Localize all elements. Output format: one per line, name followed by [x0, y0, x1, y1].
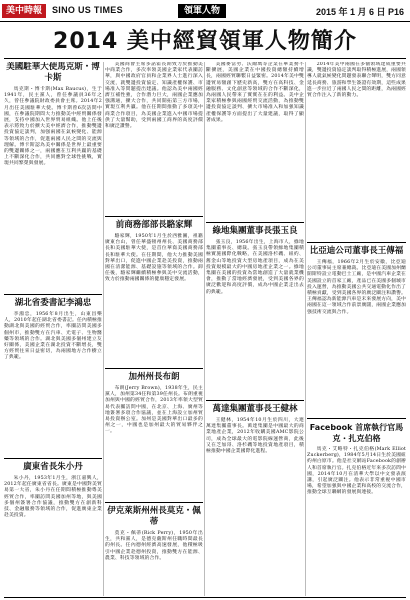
column-divider	[204, 62, 205, 596]
newspaper-name: SINO US TIMES	[52, 5, 123, 15]
article-body: 莫克・佩蒂(Rick Perry)，1950年出生，共和黨人，是德克薩斯州任職時間最長的州長。任內德州經濟高速發展，他積極吸引中國企業赴德州投資，推動雙方在能源、農業、科技等領域的合作。	[105, 531, 203, 561]
column-divider	[103, 62, 104, 596]
article-heading: 美國駐華大使馬克斯・博卡斯	[6, 62, 100, 83]
masthead	[0, 0, 410, 22]
article-zhu-xiaodan	[4, 458, 102, 596]
article-continued	[206, 62, 304, 218]
column-3	[206, 62, 304, 596]
article-heading: 加州州長布朗	[128, 372, 180, 382]
article-zuckerberg	[307, 418, 406, 596]
date-page: 2015 年 1 月 6 日 P16	[315, 7, 404, 17]
article-continued	[105, 62, 203, 212]
article-body: 王健林，1954年10月生於四川，大連萬達集團董事長。萬達集團是中國最大的商業地產企業，2012年收購美國AMC影院公司，成為全球最大的電影院線運營商，此後又在芝加哥、洛杉磯等地投資地產項目，積極推動中國企業國際化進程。	[206, 418, 304, 455]
headline-rule	[4, 58, 406, 59]
section-label: 領軍人物	[178, 4, 226, 18]
article-heading: 綠地集團董事長張玉良	[212, 226, 298, 236]
article-body: 美國商會主席多諾霍長期致力於推動美中商業合作，多次率領美國企業家代表團訪華，與中國政府官員和企業界人士進行深入交流，就雙邊投資協定、知識產權保護、市場准入等問題提出建議。他認為美中兩國經濟互補性強，合作潜力巨大，兩國企業應加强溝通，擴大合作，共同開拓第三方市場，實現互利共贏。他在任期間推動了多項美中商業合作項目，為美國企業進入中國市場提供了大量幫助，受到兩國工商界的高度評價和廣泛讚譽。	[105, 62, 203, 130]
article-heading: 比亞迪公司董事長王傳福	[309, 246, 404, 256]
article-heading: 伊克萊斯州州長莫克・佩蒂	[107, 506, 201, 527]
article-heading: 廣東省長朱小丹	[23, 462, 83, 472]
article-wang-chuanfu	[307, 242, 406, 414]
article-jerry-brown	[105, 368, 203, 498]
footer-rule	[4, 597, 406, 598]
article-body: 駱家輝，1950年1月生於西雅圖，祖籍廣東台山，曾任華盛頓州州長、美國商務部長和美國駐華大使，是首位華裔美國商務部長和駐華大使。在任期間，他大力推動美國對華出口，促進中國企業赴美投資，推動兩國在清潔能源、基礎設施等領域的合作。卸任後，駱家輝繼續積極參與美中交流活動，致力於推動兩國關係的健康穩定發展。	[105, 234, 203, 283]
article-body: 馬克・艾略特・扎克伯格(Mark Elliot Zuckerberg)，1984年5月14日生於美國紐約州白原市。他是社交網站Facebook的創辦人和首席執行官。扎克伯格近年來多次訪問中國，2014年10月在清華大學以中文發表演講，引起廣泛關注。他表示非常重視中國市場，希望加强與中國企業和高校的交流合作，推動全球互聯網的發展與連接。	[307, 447, 406, 496]
article-continued	[307, 62, 406, 238]
article-heading: 前商務部部長駱家輝	[115, 220, 193, 230]
column-4	[307, 62, 406, 596]
article-li-hongzhong	[4, 294, 102, 454]
article-baucus	[4, 62, 102, 290]
article-body: 朱小丹，1953年1月生，浙江嘉興人，2012年起任廣東省省長。廣東是中國對美貿易第一大省，朱小丹在任期間積極推動粵美經貿合作，率團訪問美國加州等地，與美國多個州簽署合作協議，推動雙方在創新科技、金融服務等領域的合作，促進廣東企業赴美投資。	[4, 476, 102, 519]
article-heading: 萬達集團董事長王健林	[212, 404, 298, 414]
article-heading: Facebook 首席執行官馬克・扎克伯格	[309, 423, 404, 443]
article-body: 馬克斯・博卡斯(Max Baucus)，生于1941年，民主黨人，曾任參議員36年之久，曾任參議院財政委員會主席。2014年2月出任美國駐華大使。博卡斯曾6次訪問中國，在參議院期間大力推動美中經貿關係發展，支持中國加入世界貿易組織。他上任後表示將致力於擴大美中經濟合作，推動雙邊投資協定談判，加强兩國在氣候變化、能源等領域的合作，促進兩國人民之間的交流與理解。博卡斯認為美中關係是世界上最重要的雙邊關係之一，兩國應在互利共贏的基礎上不斷深化合作，共同應對全球性挑戰，實現共同繁榮與發展。	[4, 87, 102, 167]
article-body: 布朗(Jerry Brown)，1938年生，民主黨人，加州第34任和第39任州長。布朗重視加州與中國的經貿合作，2013年率領大型貿易代表團訪問中國，在北京、上海、廣州等地簽署多項合作協議，並在上海設立加州貿易投資辦公室。加州是美國對華出口最多的州之一，中國也是加州最大的貿易夥伴之一。	[105, 386, 203, 435]
column-2	[105, 62, 203, 596]
article-body: 2014年美中兩國在多個領域達成重要共識，雙邊投資協定談判取得積極進展，兩國領導人就氣候變化問題發表聯合聲明，雙方同意延長商務、旅游和學生簽證有效期，這些成果進一步拉近了兩國人民之間的距離，為兩國經貿合作注入了新的動力。	[307, 62, 406, 99]
newspaper-logo: 美中時報	[2, 4, 46, 18]
page-headline: 2014 美中經貿領軍人物簡介	[53, 29, 357, 54]
article-zhang-yuliang	[206, 222, 304, 396]
article-rick-perry	[105, 502, 203, 596]
article-body: 美國麥當勞、沃爾瑪等企業在華業務不斷擴展，美國企業在中國投資總額持續增長，兩國經貿聯繫日益緊密。2014年美中雙邊貿易額創下歷史新高，雙方在高科技、金融服務、文化創意等領域的合作不斷深化，為兩國人民帶來了實實在在的利益。美中企業家積極參與兩國經貿交流活動，為推動雙邊投資協定談判、擴大市場准入和加强知識產權保護等方面提出了大量建議，取得了顯著成果。	[206, 62, 304, 123]
article-heading: 湖北省委書記李鴻忠	[14, 298, 92, 308]
column-divider	[305, 62, 306, 596]
article-body: 王傳福，1966年2月生於安徽，比亞迪公司董事局主席兼總裁。比亞迪在美國加州蘭開斯特設立電動巴士工廠，是中國汽車企業在美國設立的首家工廠，產品已在美國多個城市投入運營，為推動美國公共交通電動化作出了積極貢獻，受到美國各界的廣泛關注和讚譽。王傳福認為新能源汽車是未來發展方向，美中兩國在這一領域合作前景廣闊，兩國企業應加强技術交流與合作。	[307, 260, 406, 315]
article-body: 張玉良，1956年出生，上海市人，綠地集團董事長、總裁。張玉良帶領綠地集團積極實施國際化戰略，在美國洛杉磯、紐約、舊金山等地投資大型房地產項目，成為在美投資規模最大的中國房地產企業之一。綠地集團在美國的投資為當地創造了大量就業機會，推動了當地經濟發展，受到美國各界的廣泛歡迎和高度評價，成為中國企業走出去的典範。	[206, 240, 304, 295]
article-body: 李鴻忠，1956年8月出生，山東昌樂人，2010年起任湖北省委書記。任內積極推動湖北與美國的經貿合作，率團訪問美國多個州市，推動雙方在汽車、光電子、生物醫藥等領域的合作。湖北與美國多個州建立友好關係，美國企業在湖北投資不斷增長，雙方經貿往來日益密切，為兩國地方合作樹立了典範。	[4, 312, 102, 361]
column-1	[4, 62, 102, 596]
article-wang-jianlin	[206, 400, 304, 596]
article-gary-locke	[105, 216, 203, 364]
